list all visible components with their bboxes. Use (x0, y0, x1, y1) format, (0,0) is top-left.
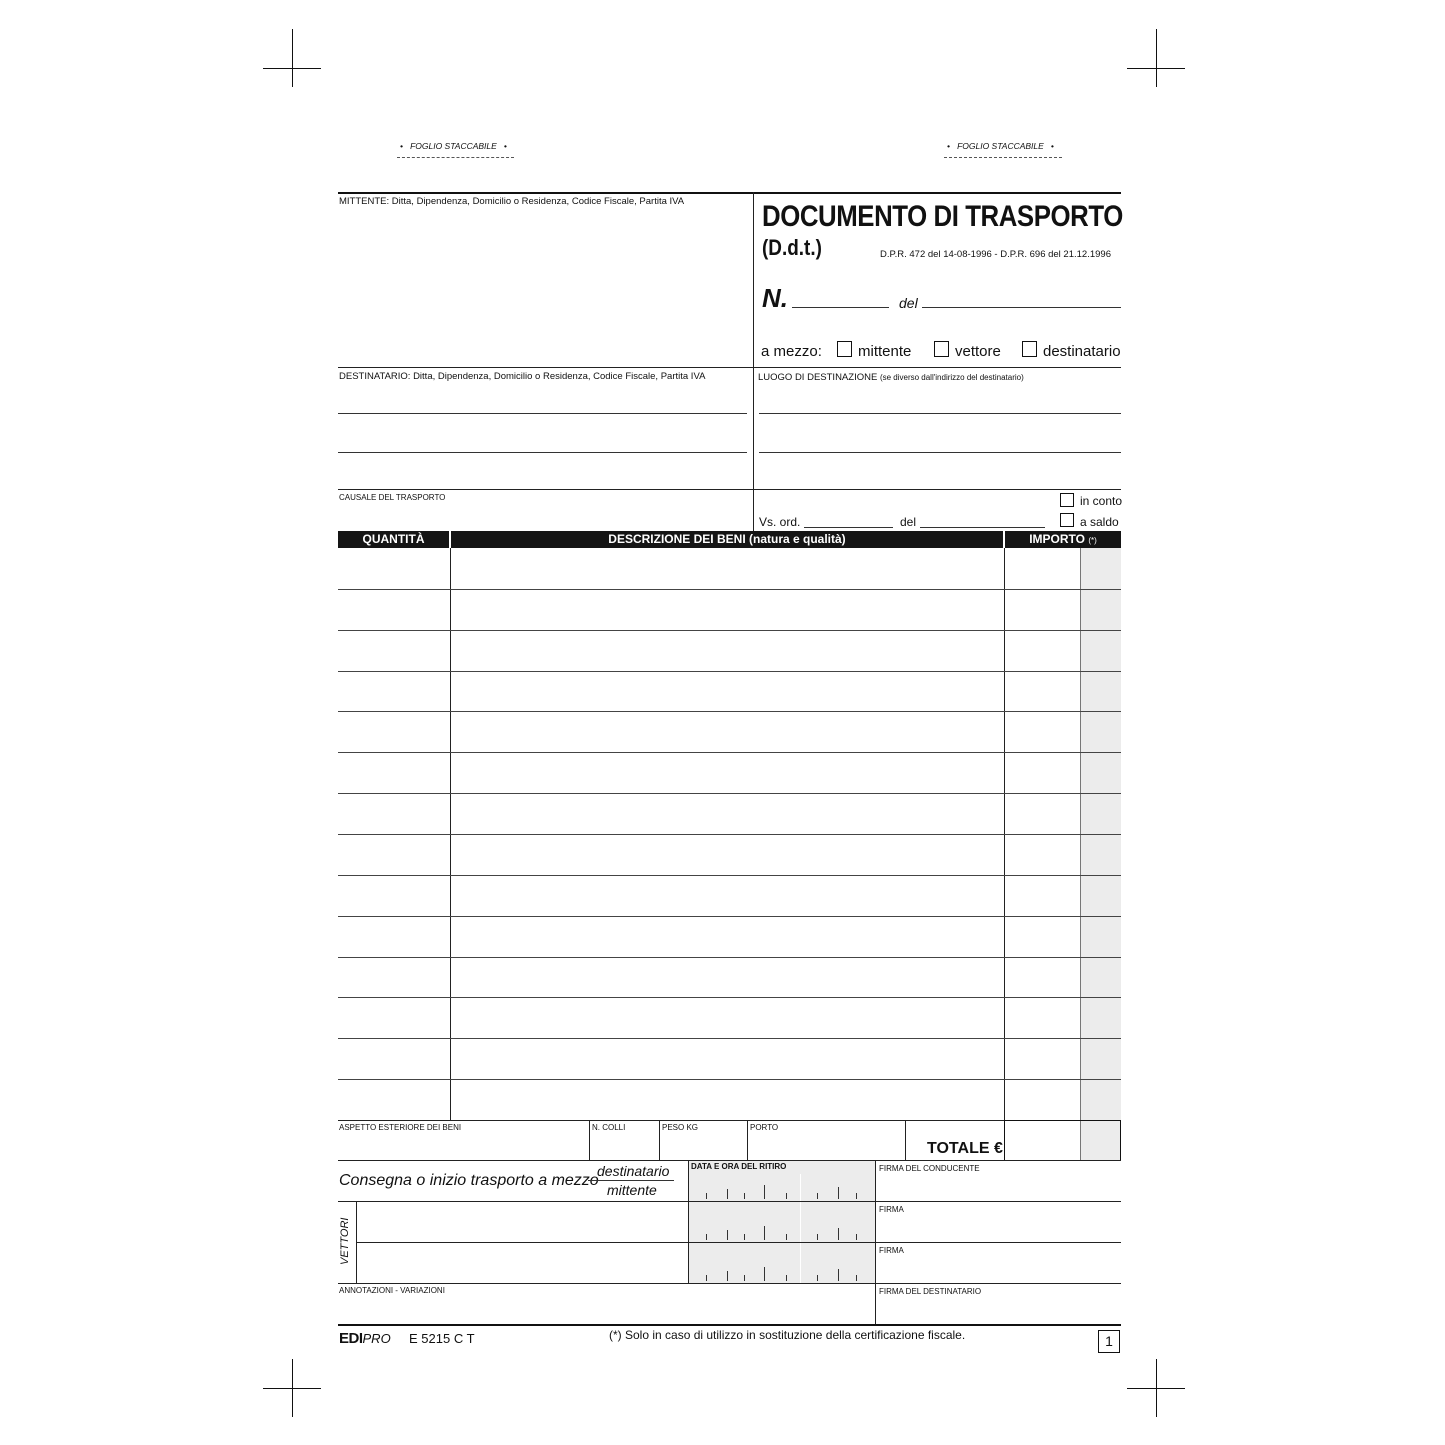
amount-column-divider (1004, 548, 1005, 1160)
column-header-description: DESCRIZIONE DEI BENI (natura e qualità) (451, 531, 1003, 548)
table-row[interactable] (338, 1038, 1121, 1039)
sender-bottom-border (338, 367, 1121, 368)
aspect-divider (589, 1120, 590, 1160)
notes-top-border (338, 1283, 1121, 1284)
form-top-border (338, 192, 1121, 194)
pickup-tick (838, 1228, 839, 1240)
carrier-row-1-top (338, 1201, 1121, 1202)
column-header-amount: IMPORTO (*) (1005, 531, 1121, 548)
a-saldo-checkbox[interactable] (1060, 513, 1074, 527)
means-option-carrier: vettore (955, 343, 1001, 360)
pickup-tick (764, 1226, 765, 1240)
recipient-line-2[interactable] (338, 452, 747, 453)
total-label: TOTALE € (927, 1140, 1003, 1157)
form-bottom-border (338, 1324, 1121, 1326)
column-header-quantity: QUANTITÀ (338, 531, 449, 548)
pickup-tick (817, 1234, 818, 1240)
weight-divider (747, 1120, 748, 1160)
table-row[interactable] (338, 1079, 1121, 1080)
pickup-tick (856, 1275, 857, 1281)
delivery-fraction-line (588, 1180, 674, 1181)
order-label: Vs. ord. (759, 515, 801, 529)
order-date-label: del (900, 515, 917, 529)
top-section-divider (753, 192, 754, 531)
pickup-tick (856, 1193, 857, 1199)
pickup-tick (786, 1193, 787, 1199)
table-row[interactable] (338, 997, 1121, 998)
pickup-tick (706, 1275, 707, 1281)
document-title: DOCUMENTO DI TRASPORTO (762, 200, 1123, 233)
detach-label-right: • FOGLIO STACCABILE • (947, 141, 1054, 151)
pickup-tick (727, 1230, 728, 1240)
a-saldo-label: a saldo (1080, 515, 1119, 529)
means-label: a mezzo: (761, 343, 822, 360)
detach-dotline-right (944, 157, 1062, 158)
pickup-label: DATA E ORA DEL RITIRO (691, 1162, 787, 1171)
pickup-tick (706, 1193, 707, 1199)
pickup-tick (786, 1275, 787, 1281)
pickup-tick (744, 1275, 745, 1281)
sender-label: MITTENTE: Ditta, Dipendenza, Domicilio o Residenza, Codice Fiscale, Partita IVA (339, 196, 685, 207)
weight-label: PESO KG (662, 1123, 699, 1132)
table-row[interactable] (338, 916, 1121, 917)
footnote: (*) Solo in caso di utilizzo in sostituzione della certificazione fiscale. (609, 1328, 966, 1342)
port-label: PORTO (750, 1123, 779, 1132)
in-conto-label: in conto (1080, 494, 1123, 508)
pickup-date-area[interactable] (689, 1161, 875, 1283)
pickup-tick (838, 1269, 839, 1281)
carrier-row-2-top (356, 1242, 1121, 1243)
form-code: E 5215 C T (409, 1331, 475, 1346)
table-row[interactable] (338, 589, 1121, 590)
pickup-tick (764, 1185, 765, 1199)
notes-label: ANNOTAZIONI - VARIAZIONI (339, 1286, 445, 1295)
table-row[interactable] (338, 834, 1121, 835)
delivery-option-recipient: destinatario (597, 1163, 670, 1179)
number-label: N. (762, 283, 788, 313)
driver-signature-label: FIRMA DEL CONDUCENTE (879, 1164, 980, 1173)
page-number: 1 (1098, 1330, 1120, 1353)
recipient-label: DESTINATARIO: Ditta, Dipendenza, Domicilio o Residenza, Codice Fiscale, Partita IVA (339, 371, 706, 382)
table-row[interactable] (338, 957, 1121, 958)
pickup-tick (727, 1189, 728, 1199)
table-row[interactable] (338, 711, 1121, 712)
carriers-label-divider (356, 1201, 357, 1283)
cents-column-divider (1080, 548, 1081, 1160)
destination-label: LUOGO DI DESTINAZIONE (se diverso dall'indirizzo del destinatario) (758, 372, 1024, 383)
means-checkbox-recipient[interactable] (1022, 341, 1037, 357)
table-row[interactable] (338, 671, 1121, 672)
carriers-label: VETTORI (339, 1217, 351, 1265)
pickup-tick (706, 1234, 707, 1240)
carrier-1-signature-label: FIRMA (879, 1205, 904, 1214)
document-subtitle: (D.d.t.) (762, 235, 822, 260)
pickup-tick (856, 1234, 857, 1240)
pickup-tick (786, 1234, 787, 1240)
delivery-option-sender: mittente (607, 1182, 657, 1198)
transport-reason-label: CAUSALE DEL TRASPORTO (339, 493, 446, 502)
detach-label-left: • FOGLIO STACCABILE • (400, 141, 507, 151)
amount-cents-column (1081, 548, 1121, 1160)
table-row[interactable] (338, 793, 1121, 794)
recipient-line-1[interactable] (338, 413, 747, 414)
table-row[interactable] (338, 875, 1121, 876)
recipient-signature-label: FIRMA DEL DESTINATARIO (879, 1287, 982, 1296)
law-reference: D.P.R. 472 del 14-08-1996 - D.P.R. 696 del 21.12.1996 (880, 249, 1111, 260)
aspect-label: ASPETTO ESTERIORE DEI BENI (339, 1123, 462, 1132)
means-option-sender: mittente (858, 343, 912, 360)
number-field[interactable] (792, 307, 889, 308)
pickup-tick (817, 1193, 818, 1199)
table-row[interactable] (338, 630, 1121, 631)
means-checkbox-carrier[interactable] (934, 341, 949, 357)
total-field[interactable] (1004, 1120, 1121, 1161)
date-field[interactable] (922, 307, 1121, 308)
table-row[interactable] (338, 752, 1121, 753)
pickup-tick (764, 1267, 765, 1281)
in-conto-checkbox[interactable] (1060, 493, 1074, 507)
destination-line-2[interactable] (759, 452, 1121, 453)
destination-line-1[interactable] (759, 413, 1121, 414)
port-divider (905, 1120, 906, 1160)
pickup-tick (817, 1275, 818, 1281)
date-label: del (899, 295, 918, 311)
means-checkbox-sender[interactable] (837, 341, 852, 357)
order-date-field[interactable] (920, 527, 1045, 528)
order-number-field[interactable] (804, 527, 893, 528)
pickup-date-time-divider (800, 1174, 801, 1283)
means-option-recipient: destinatario (1043, 343, 1121, 360)
packages-divider (659, 1120, 660, 1160)
detach-dotline-left (397, 157, 514, 158)
pickup-tick (727, 1271, 728, 1281)
pickup-tick (838, 1187, 839, 1199)
pickup-tick (744, 1193, 745, 1199)
packages-label: N. COLLI (592, 1123, 626, 1132)
recipient-bottom-border (338, 489, 1121, 490)
carrier-2-signature-label: FIRMA (879, 1246, 904, 1255)
brand-logo: EDIPRO (339, 1330, 391, 1347)
pickup-left-border (688, 1160, 689, 1283)
pickup-tick (744, 1234, 745, 1240)
delivery-label: Consegna o inizio trasporto a mezzo (339, 1172, 599, 1189)
